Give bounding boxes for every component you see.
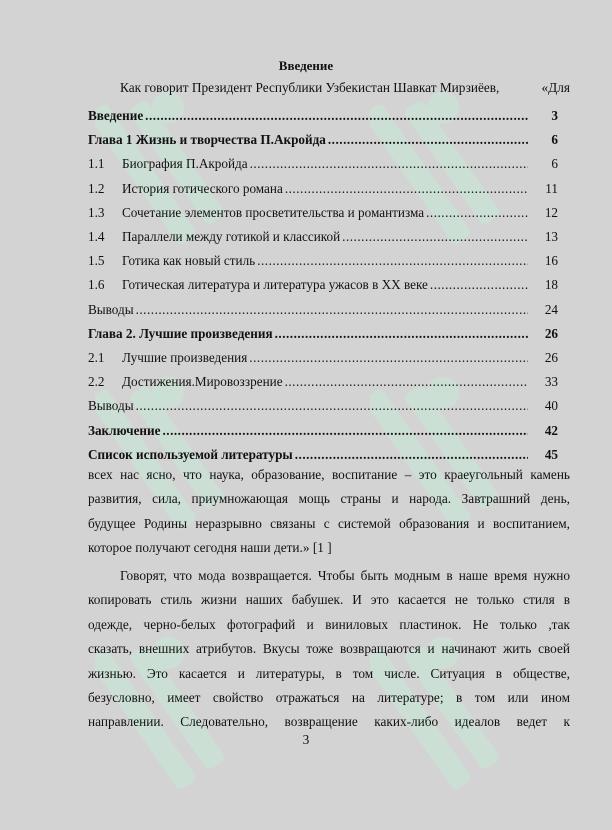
toc-leader-dots — [257, 253, 528, 269]
toc-leader-dots — [328, 132, 528, 148]
toc-entry-title: Введение — [88, 108, 144, 124]
toc-entry-title: Выводы — [88, 398, 134, 414]
text-line: копировать стиль жизни наших бабушек. И это касается не только стиля в — [88, 592, 570, 608]
toc-entry-page: 45 — [544, 446, 558, 462]
toc-entry[interactable] — [88, 104, 558, 128]
page-number: 3 — [302, 732, 310, 747]
toc-entry-page: 16 — [544, 253, 558, 269]
toc-entry[interactable] — [88, 418, 558, 442]
toc-entry-page: 24 — [544, 301, 558, 317]
text-line: развития, сила, приумножающая мощь страны и народа. Завтрашний день, — [88, 491, 570, 507]
toc-leader-dots — [136, 302, 528, 318]
toc-entry[interactable] — [88, 177, 558, 201]
text-line: безусловно, имеет свойство отражаться на литературе; в том или ином — [88, 689, 570, 705]
toc-entry-page: 40 — [544, 398, 558, 414]
toc-entry-title: История готического романа — [122, 180, 283, 196]
toc-entry-page: 6 — [551, 156, 558, 172]
toc-entry-page: 26 — [544, 325, 558, 341]
page-title: Введение — [278, 58, 334, 73]
toc-entry-number: 1.6 — [88, 277, 105, 293]
toc-leader-dots — [430, 277, 528, 293]
toc-entry-page: 26 — [544, 349, 558, 365]
toc-leader-dots — [249, 350, 528, 366]
intro-quote-start: «Для — [541, 80, 570, 95]
toc-entry-title: Глава 1 Жизнь и творчества П.Акройда — [88, 132, 326, 148]
text-line: которое получают сегодня наши дети.» [1 ] — [88, 540, 332, 556]
toc-entry-page: 11 — [545, 180, 558, 196]
toc-entry[interactable] — [88, 249, 558, 273]
toc-leader-dots — [426, 205, 528, 221]
toc-entry-page: 3 — [551, 108, 558, 124]
toc-leader-dots — [285, 181, 528, 197]
intro-text: Как говорит Президент Республики Узбекистан Шавкат Мирзиёев, — [120, 80, 500, 95]
text-line: всех нас ясно, что наука, образование, воспитание – это краеугольный камень — [88, 467, 570, 482]
toc-leader-dots — [250, 156, 528, 172]
text-line: сказать, внешних атрибутов. Вкусы тоже возвращаются и начинают жить своей — [88, 641, 570, 657]
toc-entry[interactable] — [88, 370, 558, 394]
toc-entry-page: 12 — [544, 204, 558, 220]
text-line: одежде, черно-белых фотографий и виниловых пластинок. Не только ,так — [88, 616, 570, 632]
toc-leader-dots — [342, 229, 528, 245]
toc-entry[interactable] — [88, 346, 558, 370]
toc-entry[interactable] — [88, 152, 558, 176]
toc-leader-dots — [295, 447, 528, 463]
toc-entry-number: 1.1 — [88, 156, 105, 172]
toc-entry-number: 1.2 — [88, 180, 105, 196]
toc-leader-dots — [136, 398, 528, 414]
toc-entry-title: Список используемой литературы — [88, 446, 293, 462]
toc-entry[interactable] — [88, 273, 558, 297]
toc-entry-page: 6 — [551, 132, 558, 148]
paragraph-1 — [88, 463, 570, 561]
text-line: Говорят, что мода возвращается. Чтобы быть модным в наше время нужно — [120, 568, 570, 583]
toc-entry-title: Выводы — [88, 301, 134, 317]
toc-entry-page: 18 — [544, 277, 558, 293]
toc-entry-title: Готика как новый стиль — [122, 253, 256, 269]
toc-entry-title: Заключение — [88, 422, 161, 438]
toc-leader-dots — [162, 423, 528, 439]
toc-entry-title: Готическая литература и литература ужасов в XX веке — [122, 277, 428, 293]
toc-entry[interactable] — [88, 394, 558, 418]
toc-entry-number: 1.3 — [88, 204, 105, 220]
toc-leader-dots — [145, 108, 528, 124]
toc-entry[interactable] — [88, 128, 558, 152]
toc-entry-title: Лучшие произведения — [122, 349, 248, 365]
toc-entry-number: 2.1 — [88, 349, 105, 365]
toc-entry-title: Глава 2. Лучшие произведения — [88, 325, 273, 341]
toc-entry-page: 42 — [544, 422, 558, 438]
text-line: направлении. Следовательно, возвращение каких-либо идеалов ведет к — [88, 714, 570, 730]
paragraph-2 — [88, 564, 570, 735]
toc-entry-page: 33 — [544, 374, 558, 390]
toc-entry[interactable] — [88, 298, 558, 322]
toc-entry-number: 1.4 — [88, 229, 105, 245]
toc-entry-number: 2.2 — [88, 374, 105, 390]
toc-entry-title: Биография П.Акройда — [122, 156, 248, 172]
text-line: будущее Родины неразрывно связаны с системой образования и воспитанием, — [88, 515, 570, 531]
toc-leader-dots — [285, 374, 528, 390]
toc-entry-page: 13 — [544, 229, 558, 245]
toc-entry-title: Достижения.Мировоззрение — [122, 374, 283, 390]
toc-entry[interactable] — [88, 322, 558, 346]
intro-line — [88, 80, 570, 96]
text-line: жизнью. Это касается и литературы, в том числе. Ситуация в обществе, — [88, 665, 570, 681]
toc-entry-title: Параллели между готикой и классикой — [122, 229, 341, 245]
toc-entry-number: 1.5 — [88, 253, 105, 269]
table-of-contents — [88, 104, 558, 467]
toc-entry-title: Сочетание элементов просветительства и романтизма — [122, 204, 425, 220]
toc-leader-dots — [275, 326, 528, 342]
toc-entry[interactable] — [88, 225, 558, 249]
toc-entry[interactable] — [88, 201, 558, 225]
